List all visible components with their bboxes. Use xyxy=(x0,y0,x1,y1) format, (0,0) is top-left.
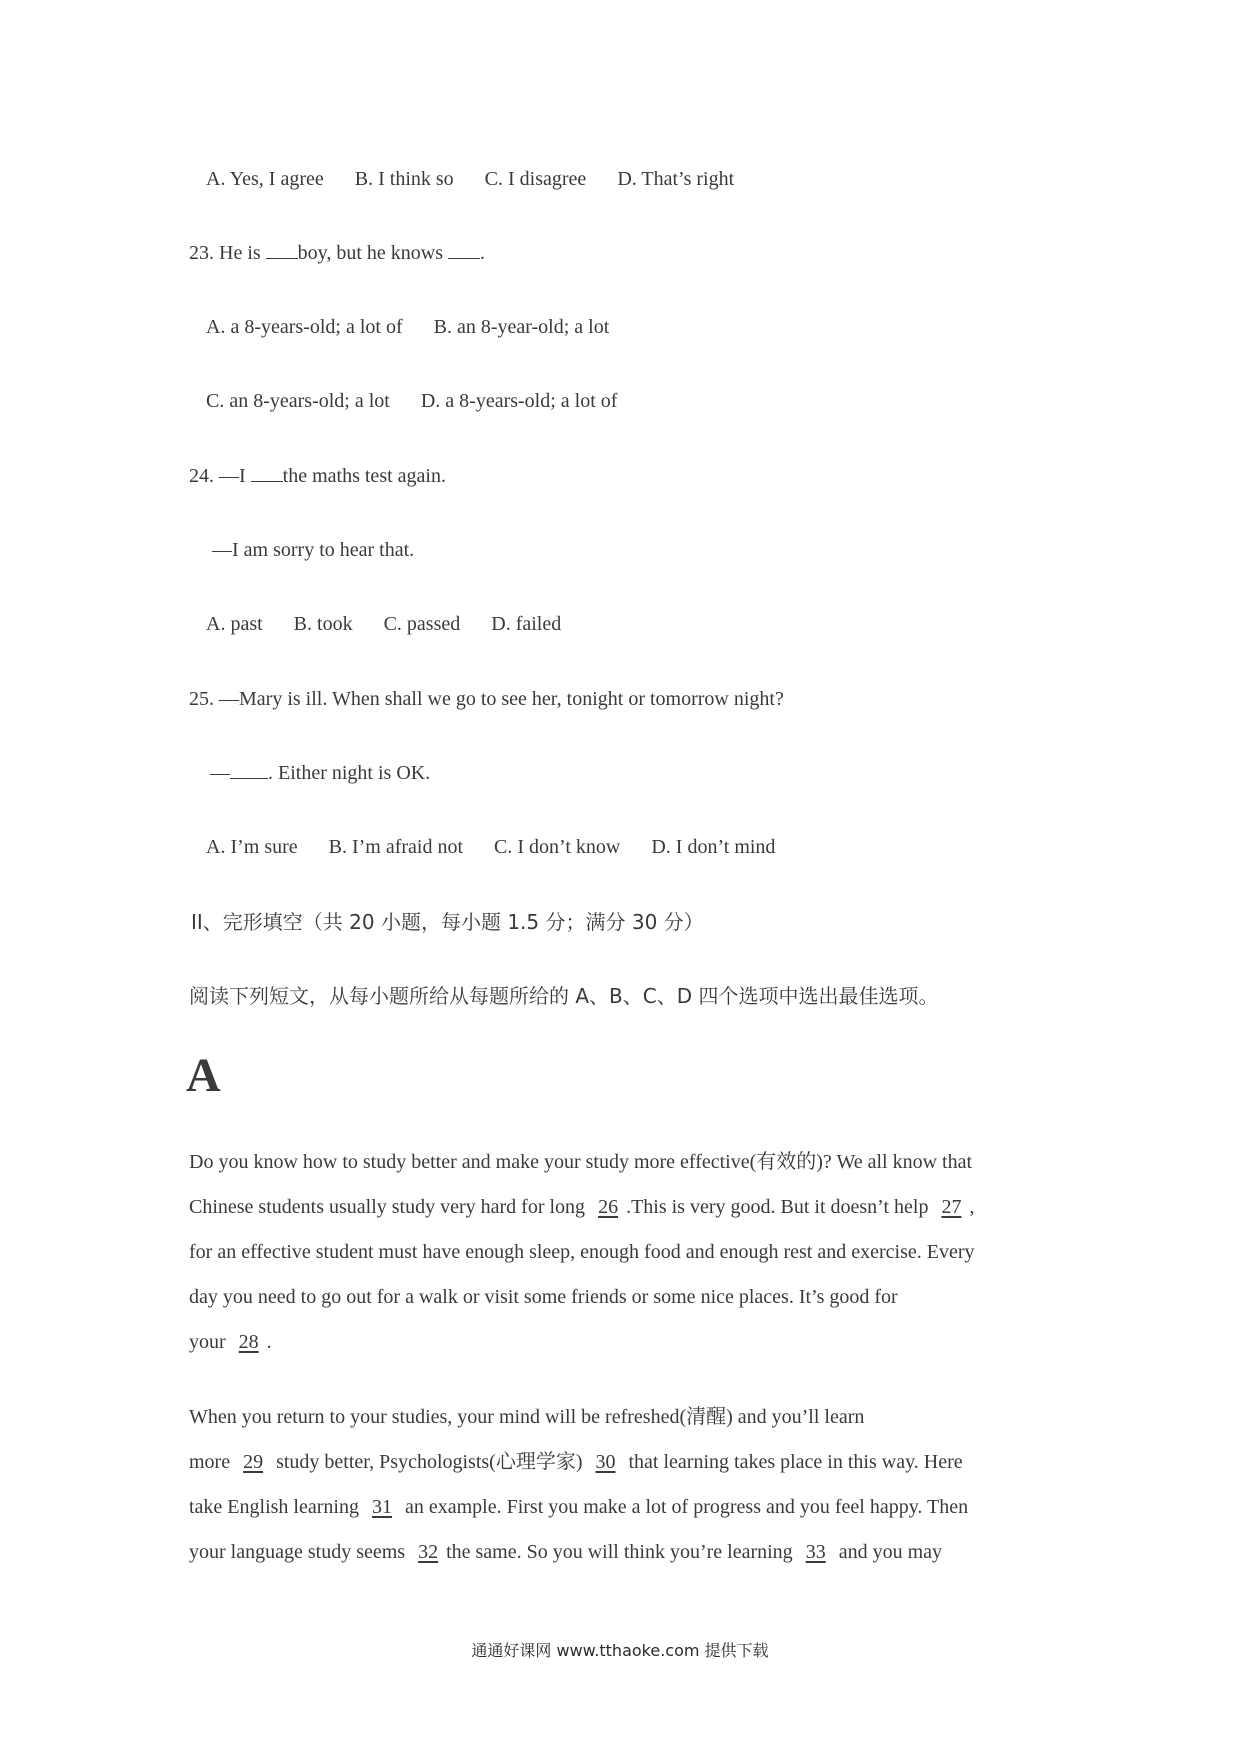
q25-option-b: B. I’m afraid not xyxy=(328,836,464,858)
q23-blank-2 xyxy=(448,240,480,259)
q23-option-b: B. an 8-year-old; a lot xyxy=(433,316,610,338)
q23-options-row-2 xyxy=(206,388,643,414)
q23-option-d: D. a 8-years-old; a lot of xyxy=(420,390,618,412)
q25-blank xyxy=(230,760,268,779)
q24-option-c: C. passed xyxy=(383,613,461,635)
blank-32: 32 xyxy=(418,1541,439,1563)
passage-p2-line-3 xyxy=(189,1494,968,1520)
passage-p2-line-1: When you return to your studies, your mind will be refreshed(清醒) and you’ll learn xyxy=(189,1406,865,1428)
passage-p1-line-1: Do you know how to study better and make your study more effective(有效的)? We all know that xyxy=(189,1151,973,1173)
q25-option-c: C. I don’t know xyxy=(494,836,621,858)
passage-text: Chinese students usually study very hard for long xyxy=(189,1196,591,1218)
q23-text-2: boy, but he knows xyxy=(297,242,449,264)
blank-33: 33 xyxy=(805,1541,826,1563)
q25-options xyxy=(206,834,801,860)
blank-31: 31 xyxy=(371,1496,392,1518)
q25-option-a: A. I’m sure xyxy=(206,836,298,858)
blank-30: 30 xyxy=(595,1451,616,1473)
q24-option-b: B. took xyxy=(293,613,353,635)
blank-29: 29 xyxy=(243,1451,264,1473)
passage-p1-line-2 xyxy=(189,1194,974,1220)
section-instruction: 阅读下列短文，从每小题所给从每题所给的 A、B、C、D 四个选项中选出最佳选项。 xyxy=(189,984,939,1008)
q25-reply-dash: — xyxy=(210,762,230,784)
passage-p2-line-2 xyxy=(189,1449,963,1475)
q22-option-a: A. Yes, I agree xyxy=(206,168,324,190)
passage-p2-line-4 xyxy=(189,1539,942,1565)
passage-text: , xyxy=(969,1196,975,1218)
passage-text: your language study seems xyxy=(189,1541,411,1563)
passage-text: your xyxy=(189,1331,231,1353)
q23-blank-1 xyxy=(266,240,298,259)
q24-option-d: D. failed xyxy=(491,613,562,635)
section-heading: II、完形填空（共 20 小题，每小题 1.5 分；满分 30 分） xyxy=(191,910,704,934)
q25-option-d: D. I don’t mind xyxy=(651,836,776,858)
q23-question xyxy=(189,240,485,266)
passage-text: that learning takes place in this way. Here xyxy=(623,1451,963,1473)
passage-text: more xyxy=(189,1451,236,1473)
passage-p1-line-4: day you need to go out for a walk or visit some friends or some nice places. It’s good for xyxy=(189,1286,898,1308)
passage-text: take English learning xyxy=(189,1496,364,1518)
q24-question xyxy=(189,463,446,489)
blank-28: 28 xyxy=(238,1331,259,1353)
q25-reply xyxy=(210,760,430,786)
q23-option-a: A. a 8-years-old; a lot of xyxy=(206,316,403,338)
q23-text-1: 23. He is xyxy=(189,242,266,264)
blank-27: 27 xyxy=(941,1196,962,1218)
passage-letter: A xyxy=(186,1049,221,1102)
q24-option-a: A. past xyxy=(206,613,263,635)
blank-26: 26 xyxy=(598,1196,619,1218)
passage-text: .This is very good. But it doesn’t help xyxy=(626,1196,934,1218)
q25-reply-text: . Either night is OK. xyxy=(268,762,431,784)
q24-blank xyxy=(251,463,283,482)
q24-reply: —I am sorry to hear that. xyxy=(212,539,415,561)
q22-options xyxy=(206,166,760,192)
q24-text-1: 24. —I xyxy=(189,465,251,487)
passage-text: and you may xyxy=(833,1541,942,1563)
q24-options xyxy=(206,611,587,637)
passage-text: the same. So you will think you’re learning xyxy=(446,1541,798,1563)
q22-option-c: C. I disagree xyxy=(484,168,587,190)
passage-p1-line-3: for an effective student must have enough sleep, enough food and enough rest and exercise. Every xyxy=(189,1241,975,1263)
passage-text: an example. First you make a lot of progress and you feel happy. Then xyxy=(399,1496,969,1518)
q23-options-row-1 xyxy=(206,314,635,340)
q25-question: 25. —Mary is ill. When shall we go to see her, tonight or tomorrow night? xyxy=(189,688,784,710)
q24-text-2: the maths test again. xyxy=(282,465,446,487)
page-footer: 通通好课网 www.tthaoke.com 提供下载 xyxy=(471,1641,769,1660)
q22-option-d: D. That’s right xyxy=(617,168,735,190)
q23-option-c: C. an 8-years-old; a lot xyxy=(206,390,390,412)
passage-p1-line-5 xyxy=(189,1329,272,1355)
q23-text-3: . xyxy=(480,242,486,264)
passage-text: . xyxy=(266,1331,272,1353)
passage-text: study better, Psychologists(心理学家) xyxy=(271,1451,588,1473)
q22-option-b: B. I think so xyxy=(354,168,454,190)
